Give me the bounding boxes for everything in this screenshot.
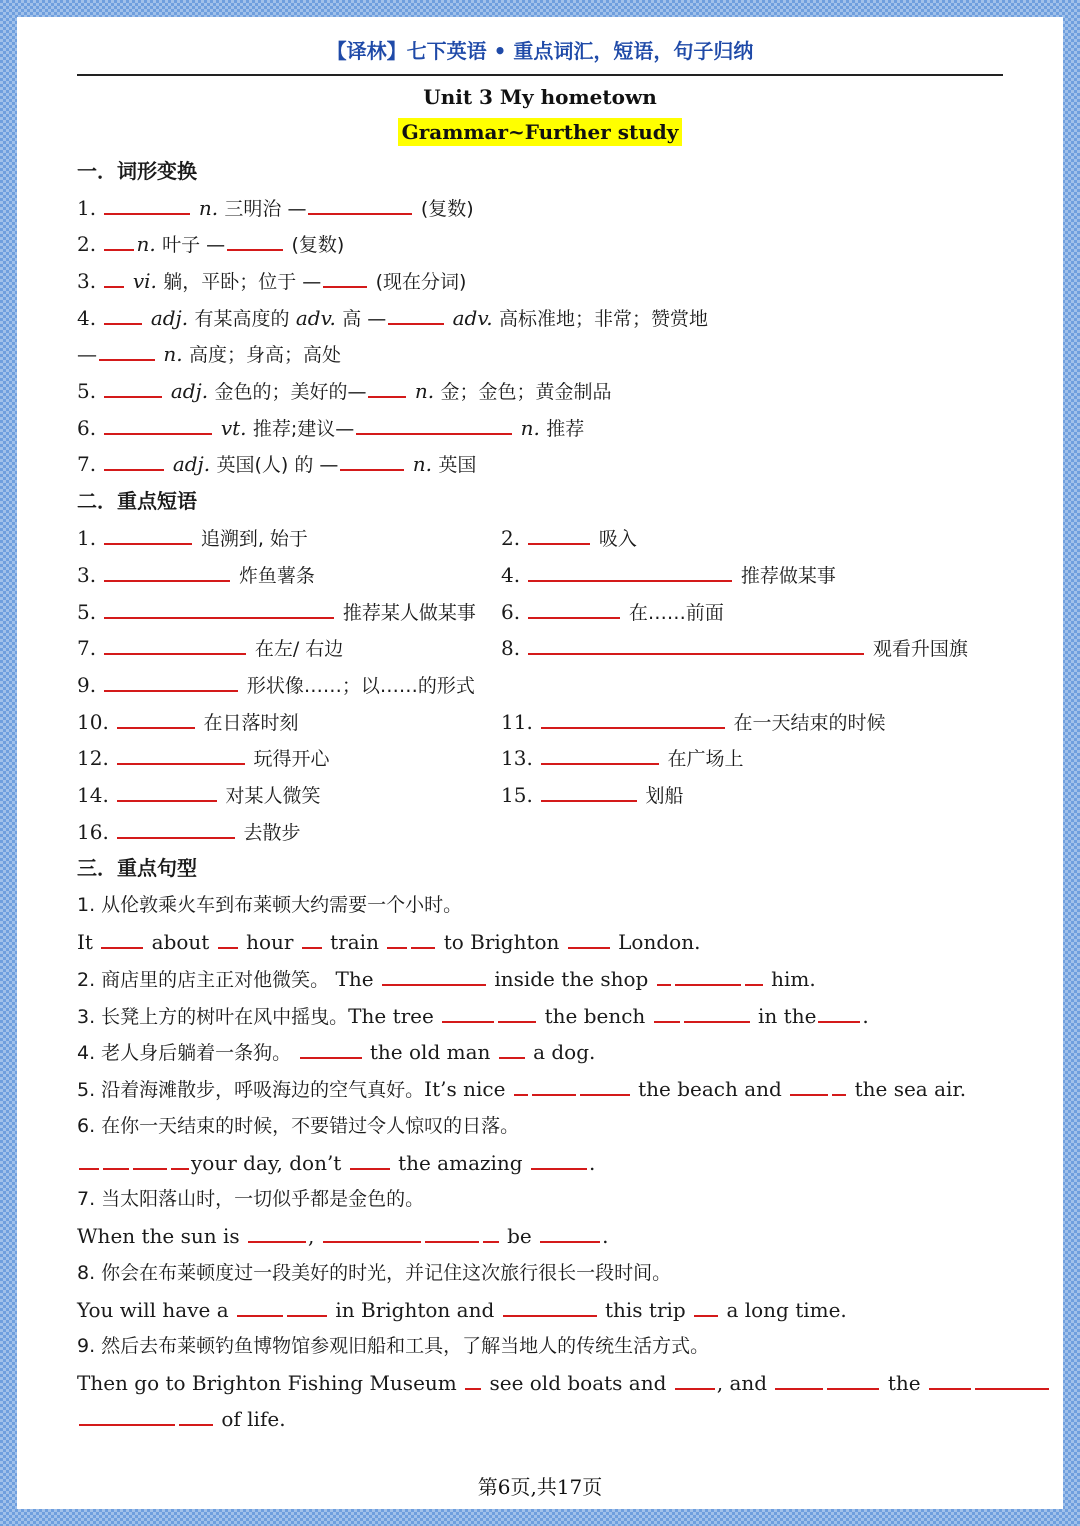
blank[interactable] <box>694 1297 718 1317</box>
blank[interactable] <box>308 195 412 215</box>
blank[interactable] <box>117 819 235 839</box>
blank[interactable] <box>790 1076 828 1096</box>
blank[interactable] <box>528 599 620 619</box>
phrase-item: 6. 在……前面 <box>501 600 724 624</box>
blank[interactable] <box>411 929 435 949</box>
phrase-item: 2. 吸入 <box>501 526 637 550</box>
blank[interactable] <box>499 1039 525 1059</box>
blank[interactable] <box>827 1370 879 1390</box>
blank[interactable] <box>133 1150 167 1170</box>
blank[interactable] <box>117 782 217 802</box>
blank[interactable] <box>832 1076 846 1096</box>
blank[interactable] <box>104 415 212 435</box>
blank[interactable] <box>350 1150 390 1170</box>
vocab-line-6: 6. vt. 推荐;建议— n. 推荐 <box>77 416 585 440</box>
phrase-item: 11. 在一天结束的时候 <box>501 710 886 734</box>
blank[interactable] <box>300 1039 362 1059</box>
blank[interactable] <box>541 745 659 765</box>
blank[interactable] <box>388 305 444 325</box>
phrase-item: 16. 去散步 <box>77 820 301 844</box>
sentence-4: 4. 老人身后躺着一条狗。 the old man a dog. <box>77 1040 596 1064</box>
phrase-item: 9. 形状像……；以……的形式 <box>77 673 475 697</box>
phrase-item: 15. 划船 <box>501 783 684 807</box>
sentence-prompt-1: 1. 从伦敦乘火车到布莱顿大约需要一个小时。 <box>77 894 463 916</box>
blank[interactable] <box>368 378 406 398</box>
blank[interactable] <box>532 1076 576 1096</box>
vocab-line-3: 3. vi. 躺，平卧；位于 — (现在分词) <box>77 269 467 293</box>
blank[interactable] <box>340 451 404 471</box>
sentence-english-8: You will have a in Brighton and this trip a long time. <box>77 1298 847 1322</box>
blank[interactable] <box>387 929 407 949</box>
blank[interactable] <box>356 415 512 435</box>
blank[interactable] <box>79 1406 175 1426</box>
blank[interactable] <box>104 635 246 655</box>
blank[interactable] <box>929 1370 971 1390</box>
blank[interactable] <box>654 1003 680 1023</box>
blank[interactable] <box>684 1003 750 1023</box>
blank[interactable] <box>382 966 486 986</box>
blank[interactable] <box>675 966 741 986</box>
worksheet-page <box>17 17 1063 1509</box>
unit-title: Unit 3 My hometown <box>423 85 657 109</box>
phrase-item: 12. 玩得开心 <box>77 746 330 770</box>
section-heading-vocab: 一．词形变换 <box>77 159 197 183</box>
blank[interactable] <box>99 341 155 361</box>
blank[interactable] <box>465 1370 481 1390</box>
vocab-line-2: 2. n. 叶子 — (复数) <box>77 232 345 256</box>
blank[interactable] <box>237 1297 283 1317</box>
blank[interactable] <box>179 1406 213 1426</box>
vocab-line-4b: — n. 高度；身高；高处 <box>77 342 341 366</box>
sentence-english-7: When the sun is , be . <box>77 1224 609 1248</box>
blank[interactable] <box>818 1003 860 1023</box>
blank[interactable] <box>227 231 283 251</box>
blank[interactable] <box>117 745 245 765</box>
blank[interactable] <box>104 562 230 582</box>
blank[interactable] <box>104 451 164 471</box>
phrase-item: 8. 观看升国旗 <box>501 636 968 660</box>
vocab-line-4: 4. adj. 有某高度的 adv. 高 — adv. 高标准地；非常；赞赏地 <box>77 306 709 330</box>
phrase-item: 7. 在左/ 右边 <box>77 636 344 660</box>
sentence-prompt-8: 8. 你会在布莱顿度过一段美好的时光，并记住这次旅行很长一段时间。 <box>77 1262 672 1284</box>
blank[interactable] <box>528 525 590 545</box>
blank[interactable] <box>104 195 190 215</box>
blank[interactable] <box>514 1076 528 1096</box>
blank[interactable] <box>775 1370 823 1390</box>
sentence-prompt-9: 9. 然后去布莱顿钓鱼博物馆参观旧船和工具，了解当地人的传统生活方式。 <box>77 1335 710 1357</box>
phrase-item: 4. 推荐做某事 <box>501 563 836 587</box>
phrase-item: 5. 推荐某人做某事 <box>77 600 476 624</box>
blank[interactable] <box>503 1297 597 1317</box>
vocab-line-5: 5. adj. 金色的；美好的— n. 金；金色；黄金制品 <box>77 379 612 403</box>
sentence-english-9-cont: of life. <box>77 1405 286 1433</box>
page-number: 第6页,共17页 <box>477 1475 603 1499</box>
phrase-item: 1. 追溯到, 始于 <box>77 526 308 550</box>
sentence-english-1: It about hour train to Brighton London. <box>77 930 701 954</box>
blank[interactable] <box>541 782 637 802</box>
blank[interactable] <box>104 305 142 325</box>
phrase-item: 13. 在广场上 <box>501 746 744 770</box>
blank[interactable] <box>580 1076 630 1096</box>
blank[interactable] <box>323 1223 421 1243</box>
section-heading-phrases: 二．重点短语 <box>77 489 197 513</box>
sentence-english-6: your day, don’t the amazing . <box>77 1149 595 1177</box>
blank[interactable] <box>540 1223 600 1243</box>
blank[interactable] <box>568 929 610 949</box>
blank[interactable] <box>675 1370 715 1390</box>
sentence-5: 5. 沿着海滩散步，呼吸海边的空气真好。It’s nice the beach and the sea air. <box>77 1077 967 1101</box>
blank[interactable] <box>442 1003 494 1023</box>
blank[interactable] <box>302 929 322 949</box>
blank[interactable] <box>657 966 671 986</box>
blank[interactable] <box>104 672 238 692</box>
blank[interactable] <box>79 1150 99 1170</box>
blank[interactable] <box>104 599 334 619</box>
blank[interactable] <box>218 929 238 949</box>
blank[interactable] <box>498 1003 536 1023</box>
blank[interactable] <box>541 709 725 729</box>
blank[interactable] <box>425 1223 479 1243</box>
phrase-item: 3. 炸鱼薯条 <box>77 563 315 587</box>
blank[interactable] <box>104 525 192 545</box>
blank[interactable] <box>103 1150 129 1170</box>
vocab-line-1: 1. n. 三明治 — (复数) <box>77 196 474 220</box>
phrase-item: 10. 在日落时刻 <box>77 710 299 734</box>
blank[interactable] <box>104 268 124 288</box>
sentence-english-9: Then go to Brighton Fishing Museum see old boats and , and the <box>77 1369 1051 1397</box>
blank[interactable] <box>104 378 162 398</box>
sentence-3: 3. 长凳上方的树叶在风中摇曳。The tree the bench in the . <box>77 1004 869 1028</box>
section-heading-sentences: 三．重点句型 <box>77 856 197 880</box>
sentence-prompt-6: 6. 在你一天结束的时候，不要错过令人惊叹的日落。 <box>77 1115 520 1137</box>
sentence-2: 2. 商店里的店主正对他微笑。 The inside the shop him. <box>77 967 816 991</box>
header-rule <box>77 74 1003 76</box>
blank[interactable] <box>528 635 864 655</box>
blank[interactable] <box>531 1150 587 1170</box>
document-header: 【译林】七下英语 • 重点词汇，短语，句子归纳 <box>326 39 754 63</box>
highlighted-subtitle: Grammar~Further study <box>398 118 683 146</box>
blank[interactable] <box>117 709 195 729</box>
blank[interactable] <box>104 231 134 251</box>
blank[interactable] <box>248 1223 306 1243</box>
vocab-line-7: 7. adj. 英国(人) 的 — n. 英国 <box>77 452 477 476</box>
blank[interactable] <box>528 562 732 582</box>
blank[interactable] <box>287 1297 327 1317</box>
phrase-item: 14. 对某人微笑 <box>77 783 321 807</box>
blank[interactable] <box>101 929 143 949</box>
sentence-prompt-7: 7. 当太阳落山时，一切似乎都是金色的。 <box>77 1188 425 1210</box>
blank[interactable] <box>171 1150 189 1170</box>
blank[interactable] <box>323 268 367 288</box>
blank[interactable] <box>745 966 763 986</box>
blank[interactable] <box>483 1223 499 1243</box>
blank[interactable] <box>975 1370 1049 1390</box>
